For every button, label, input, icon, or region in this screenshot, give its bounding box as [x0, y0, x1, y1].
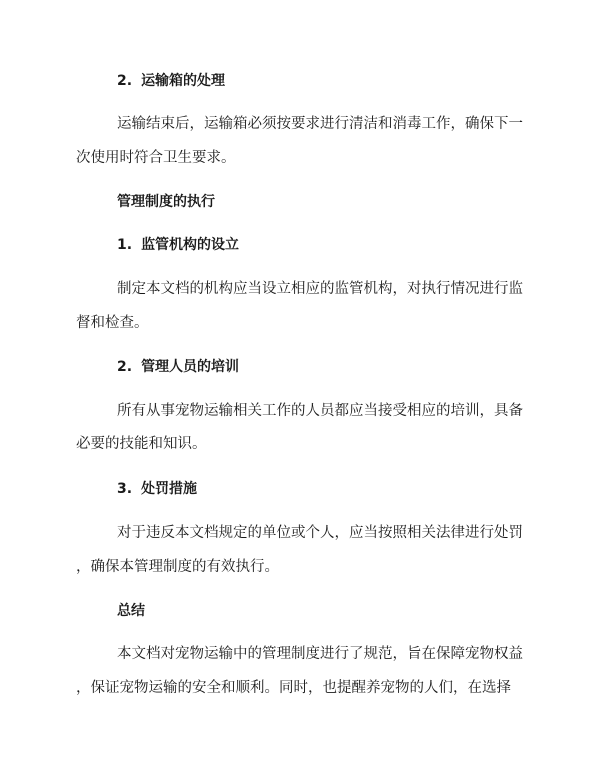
section-heading-penalties: [117, 479, 197, 499]
section-heading-supervision: [117, 235, 239, 255]
heading-text: 监管机构的设立: [141, 237, 240, 253]
section-heading-management-execution: 管理制度的执行: [117, 194, 215, 210]
paragraph-line: 对于违反本文档规定的单位或个人，应当按照相关法律进行处罚: [117, 525, 523, 541]
heading-text: 运输箱的处理: [141, 73, 226, 89]
section-heading-summary: 总结: [117, 603, 145, 619]
heading-number: 2.: [117, 359, 133, 375]
paragraph-line: ，保证宠物运输的安全和顺利。同时，也提醒养宠物的人们，在选择: [76, 680, 511, 696]
paragraph-line: 运输结束后，运输箱必须按要求进行清洁和消毒工作，确保下一: [117, 116, 523, 132]
heading-text: 处罚措施: [141, 481, 198, 497]
paragraph-line: 制定本文档的机构应当设立相应的监管机构，对执行情况进行监: [117, 281, 523, 297]
paragraph-line: 必要的技能和知识。: [76, 436, 207, 452]
paragraph-line: 督和检查。: [76, 315, 149, 331]
paragraph-line: 本文档对宠物运输中的管理制度进行了规范，旨在保障宠物权益: [117, 646, 523, 662]
paragraph-line: ，确保本管理制度的有效执行。: [76, 559, 279, 575]
section-heading-transport-box: [117, 71, 225, 91]
paragraph-line: 次使用时符合卫生要求。: [76, 150, 236, 166]
heading-number: 1.: [117, 237, 133, 253]
section-heading-staff-training: [117, 357, 239, 377]
heading-number: 3.: [117, 481, 133, 497]
paragraph-line: 所有从事宠物运输相关工作的人员都应当接受相应的培训，具备: [117, 403, 523, 419]
heading-number: 2.: [117, 73, 133, 89]
heading-text: 管理人员的培训: [141, 359, 240, 375]
